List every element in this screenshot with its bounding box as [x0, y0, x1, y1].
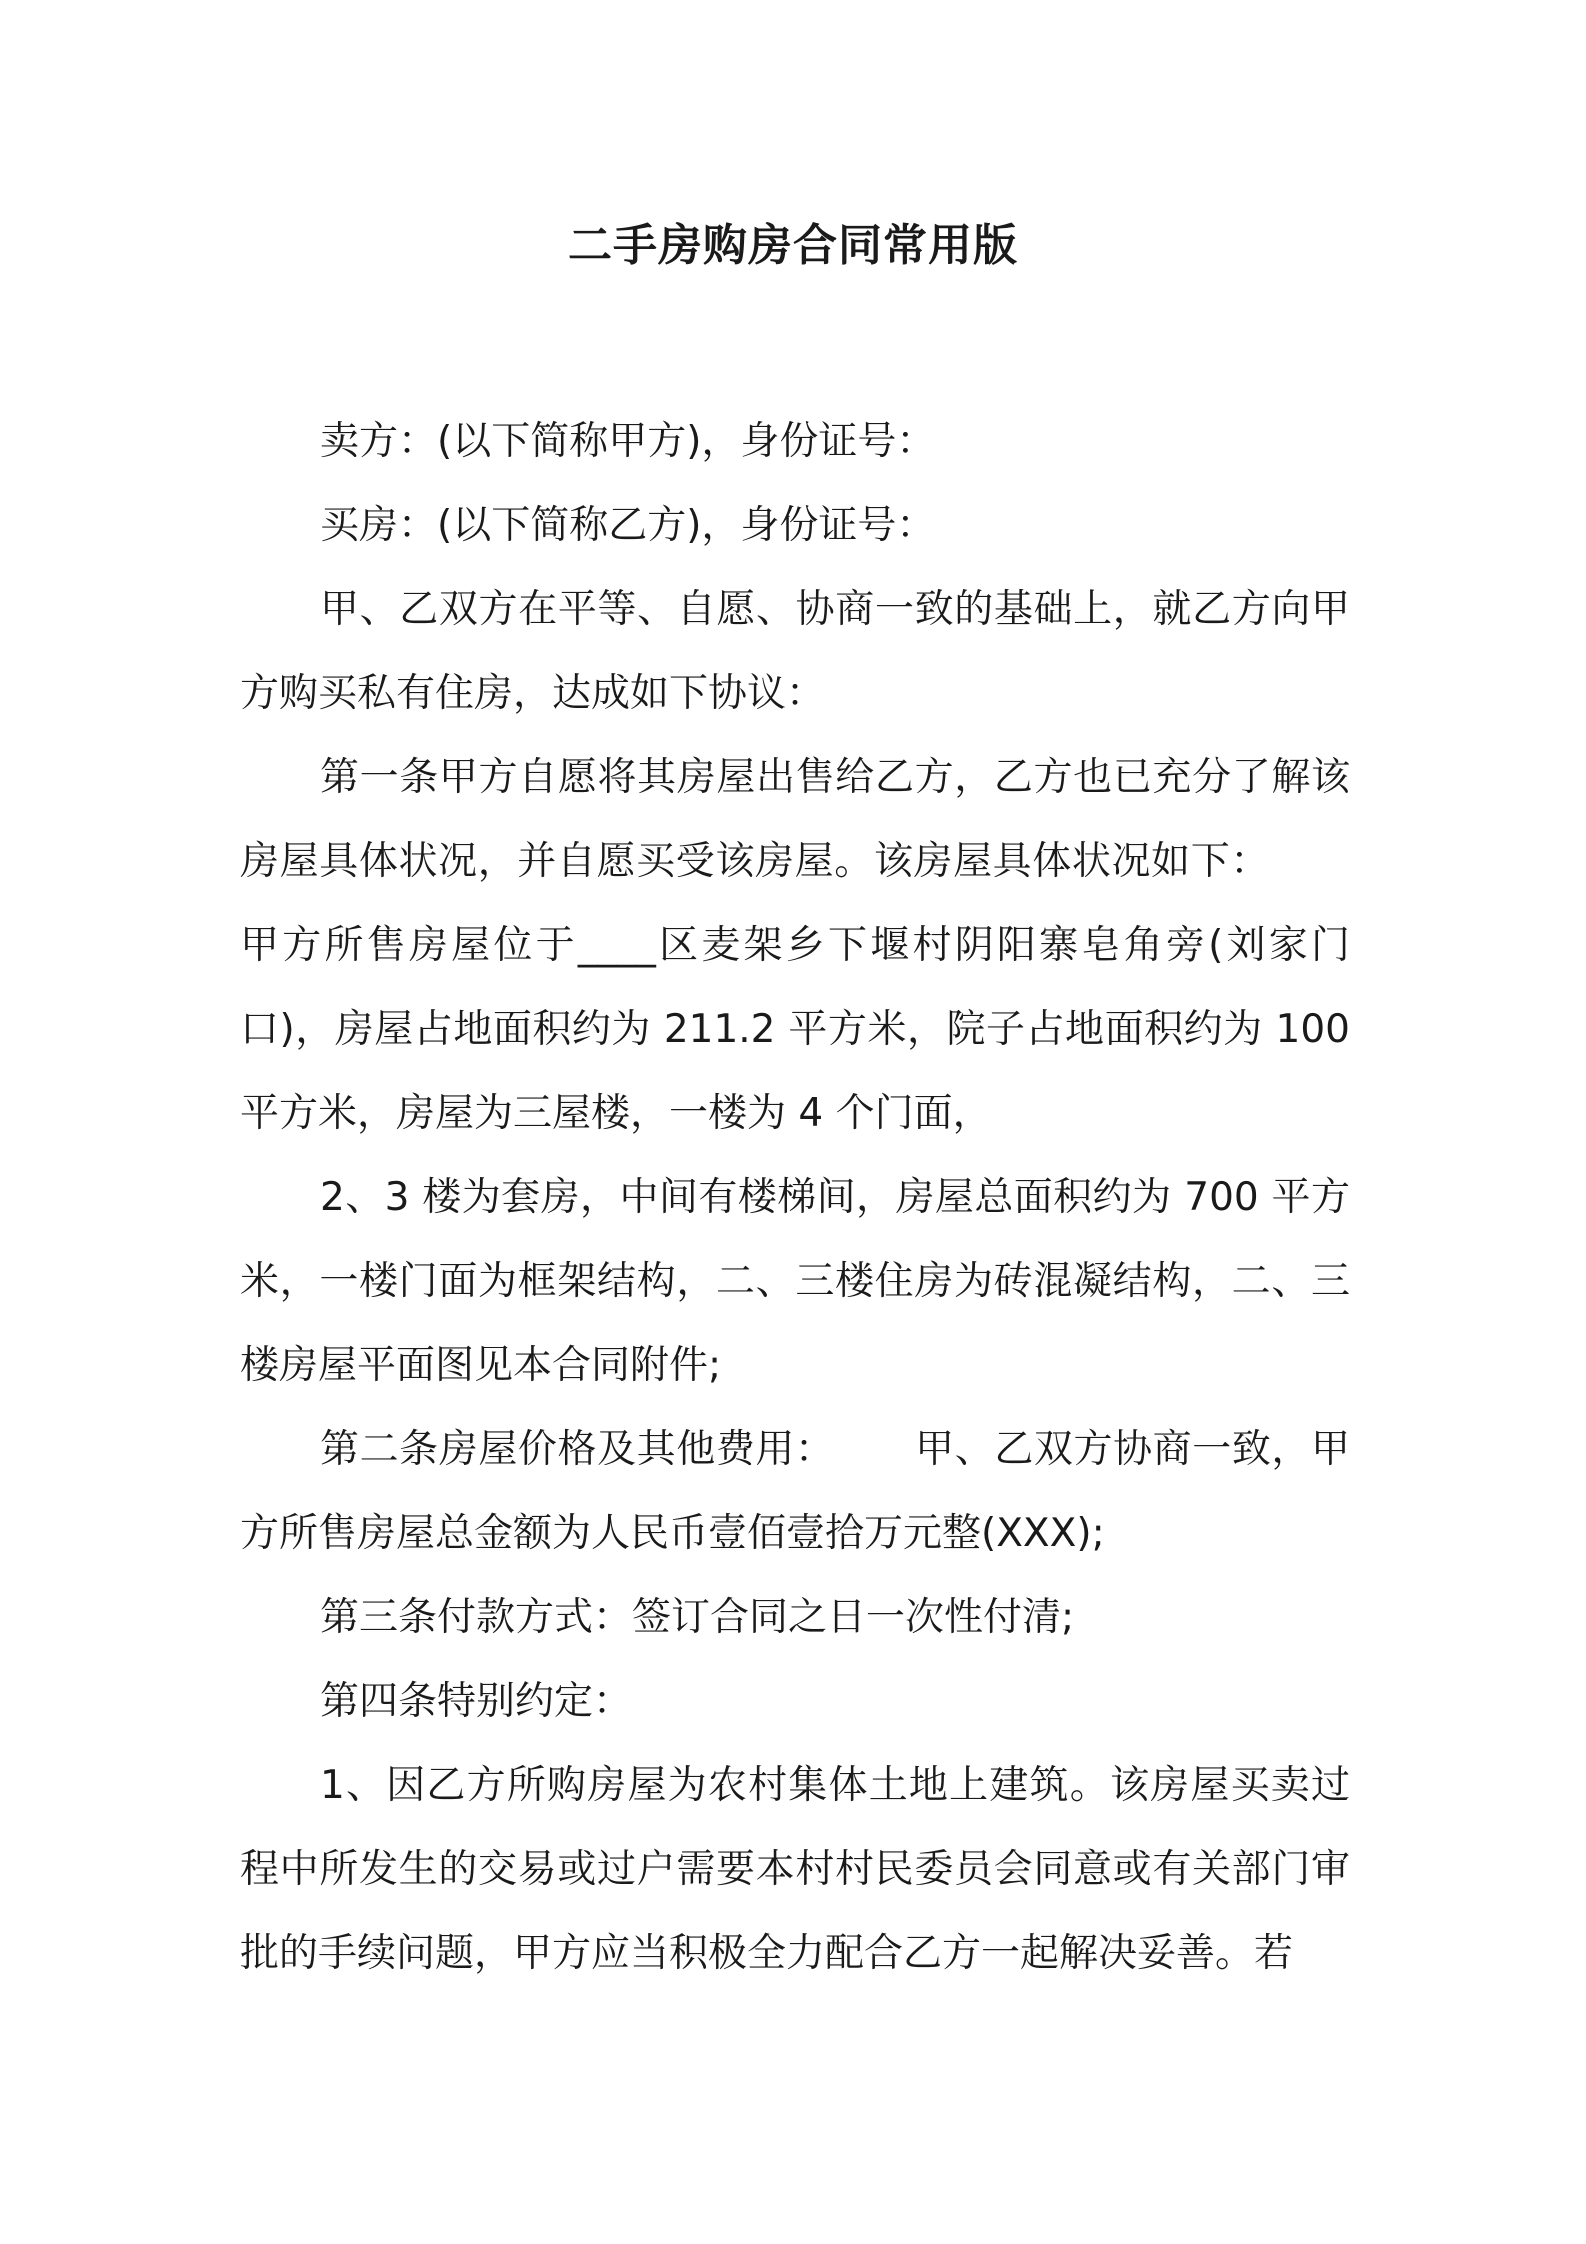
buyer-line: 买房：(以下简称乙方)，身份证号：	[320, 503, 936, 548]
price-text: 甲、乙双方协商一致，甲方所售房屋总金额为人民币壹佰壹拾万元整(XXX);	[240, 1427, 1350, 1556]
document-title: 二手房购房合同常用版	[568, 220, 1018, 271]
article-2-paragraph	[240, 1408, 1350, 1576]
document-body	[240, 400, 1350, 1996]
seller-line: 卖方：(以下简称甲方)，身份证号：	[320, 419, 936, 464]
article-4-heading: 第四条特别约定：	[320, 1679, 633, 1724]
article-2-heading: 第二条房屋价格及其他费用：	[320, 1427, 835, 1472]
article-3-paragraph: 第三条付款方式：签订合同之日一次性付清;	[320, 1595, 1075, 1640]
special-terms-paragraph: 1、因乙方所购房屋为农村集体土地上建筑。该房屋买卖过程中所发生的交易或过户需要本村村民委员会同意或有关部门审批的手续问题，甲方应当积极全力配合乙方一起解决妥善。若	[240, 1763, 1350, 1976]
preamble-paragraph: 甲、乙双方在平等、自愿、协商一致的基础上，就乙方向甲方购买私有住房，达成如下协议：	[240, 587, 1350, 716]
article-1-text: 第一条甲方自愿将其房屋出售给乙方，乙方也已充分了解该房屋具体状况，并自愿买受该房屋。该房屋具体状况如下：	[240, 755, 1350, 884]
article-1-paragraph	[240, 736, 1350, 1156]
property-location-text: 甲方所售房屋位于____区麦架乡下堰村阴阳寨皂角旁(刘家门口)，房屋占地面积约为 211.2 平方米，院子占地面积约为 100 平方米，房屋为三屋楼，一楼为 4 个门面，	[240, 923, 1350, 1136]
floor-details-paragraph: 2、3 楼为套房，中间有楼梯间，房屋总面积约为 700 平方米，一楼门面为框架结构，二、三楼住房为砖混凝结构，二、三楼房屋平面图见本合同附件;	[240, 1175, 1350, 1388]
